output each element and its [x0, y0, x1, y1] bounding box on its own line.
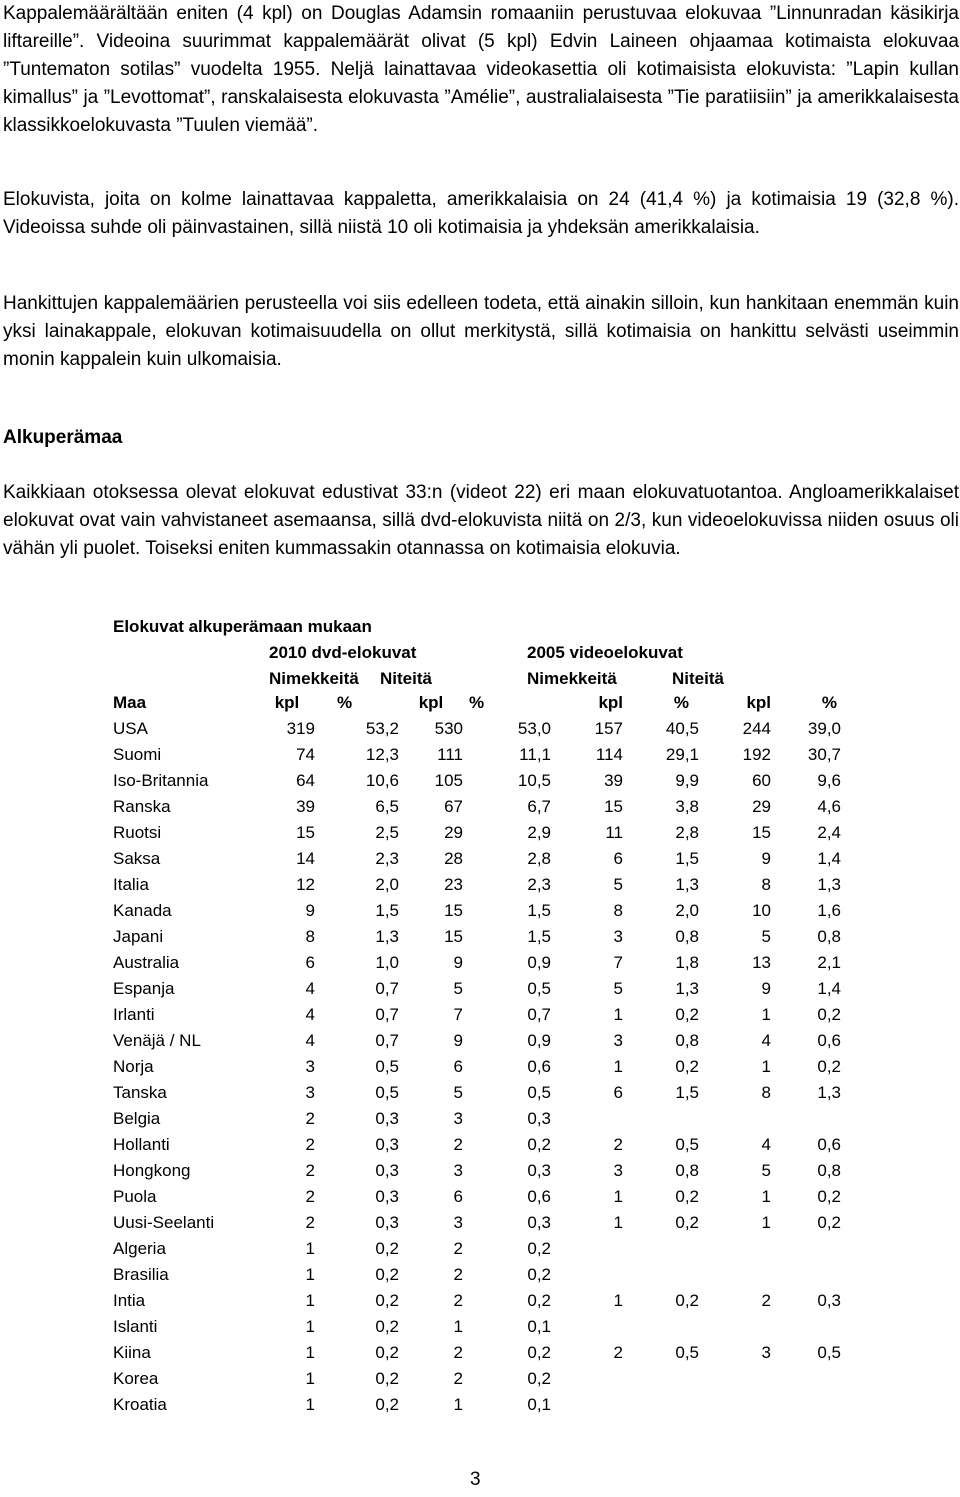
- value-cell: 0,5: [817, 1343, 841, 1362]
- value-cell: 1: [305, 1265, 315, 1284]
- value-cell: [551, 1106, 623, 1132]
- country-cell: Islanti: [113, 1317, 158, 1336]
- value-cell: 244: [742, 719, 771, 738]
- value-cell: 5: [761, 1161, 771, 1180]
- col-header: %: [469, 693, 485, 712]
- value-cell: 3: [761, 1343, 771, 1362]
- value-cell: 9,9: [675, 771, 699, 790]
- country-cell: Irlanti: [113, 1005, 155, 1024]
- value-cell: 9,6: [817, 771, 841, 790]
- value-cell: 0,3: [375, 1109, 399, 1128]
- value-cell: 0,7: [375, 1005, 399, 1024]
- country-cell: Kroatia: [113, 1395, 167, 1414]
- value-cell: [623, 1392, 699, 1418]
- table-row: [110, 768, 841, 794]
- col-header: %: [337, 693, 353, 712]
- table-header-row: [110, 690, 841, 716]
- value-cell: 0,8: [817, 927, 841, 946]
- value-cell: 12: [296, 875, 315, 894]
- subheader-copies-video: Niteitä: [672, 669, 724, 688]
- value-cell: 1: [761, 1213, 771, 1232]
- value-cell: [771, 1366, 841, 1392]
- value-cell: 9: [761, 849, 771, 868]
- value-cell: 9: [453, 1031, 463, 1050]
- value-cell: 530: [434, 719, 463, 738]
- value-cell: 0,8: [817, 1161, 841, 1180]
- value-cell: 4: [761, 1031, 771, 1050]
- value-cell: 2: [613, 1135, 623, 1154]
- table-row: [110, 1236, 841, 1262]
- value-cell: 1: [453, 1317, 463, 1336]
- table-row: [110, 742, 841, 768]
- country-cell: Intia: [113, 1291, 146, 1310]
- value-cell: 0,5: [675, 1135, 699, 1154]
- value-cell: 30,7: [807, 745, 841, 764]
- col-header: kpl: [418, 693, 444, 712]
- value-cell: 1: [761, 1187, 771, 1206]
- value-cell: 0,9: [527, 953, 551, 972]
- value-cell: 319: [286, 719, 315, 738]
- paragraph-1: Kappalemäärältään eniten (4 kpl) on Douglas Adamsin romaaniin perustuvaa elokuvaa ”Linnunradan käsikirja liftareille”. Videoina suurimmat kappalemäärät olivat (5 kpl) Edvin Laineen ohjaamaa kotimaista elokuvaa ”Tuntematon sotilas” vuodelta 1955. Neljä lainattavaa videokasettia oli kotimaisista elokuvista: ”Lapin kullan kimallus” ja ”Levottomat”, ranskalaisesta elokuvasta ”Amélie”, australialaisesta ”Tie paratiisiin” ja amerikkalaisesta klassikkoelokuvasta ”Tuulen viemää”.: [3, 3, 959, 136]
- value-cell: 5: [453, 1083, 463, 1102]
- value-cell: 28: [444, 849, 463, 868]
- value-cell: 2: [453, 1239, 463, 1258]
- value-cell: 6: [453, 1187, 463, 1206]
- value-cell: 3: [453, 1109, 463, 1128]
- value-cell: 8: [761, 1083, 771, 1102]
- value-cell: 0,2: [527, 1343, 551, 1362]
- value-cell: 0,8: [675, 927, 699, 946]
- value-cell: 1: [613, 1291, 623, 1310]
- value-cell: 3: [613, 1161, 623, 1180]
- value-cell: 1,5: [675, 1083, 699, 1102]
- table-row: [110, 1158, 841, 1184]
- value-cell: 4,6: [817, 797, 841, 816]
- value-cell: 2: [305, 1161, 315, 1180]
- value-cell: 4: [305, 1031, 315, 1050]
- value-cell: 0,2: [817, 1187, 841, 1206]
- value-cell: [699, 1262, 771, 1288]
- value-cell: 0,2: [675, 1213, 699, 1232]
- value-cell: 1: [613, 1057, 623, 1076]
- value-cell: 2: [453, 1343, 463, 1362]
- value-cell: 0,5: [675, 1343, 699, 1362]
- value-cell: 0,3: [817, 1291, 841, 1310]
- value-cell: 157: [594, 719, 623, 738]
- value-cell: 2,4: [817, 823, 841, 842]
- value-cell: 1: [305, 1291, 315, 1310]
- value-cell: [771, 1392, 841, 1418]
- value-cell: 2,1: [817, 953, 841, 972]
- country-cell: Italia: [113, 875, 149, 894]
- value-cell: [699, 1314, 771, 1340]
- table-row: [110, 1002, 841, 1028]
- value-cell: [623, 1236, 699, 1262]
- value-cell: 0,5: [375, 1057, 399, 1076]
- value-cell: 0,7: [527, 1005, 551, 1024]
- value-cell: 5: [613, 979, 623, 998]
- country-cell: Kiina: [113, 1343, 151, 1362]
- table-row: [110, 820, 841, 846]
- table-row: [110, 924, 841, 950]
- value-cell: 1,3: [817, 875, 841, 894]
- value-cell: 2,0: [375, 875, 399, 894]
- value-cell: 1: [613, 1005, 623, 1024]
- value-cell: 64: [296, 771, 315, 790]
- value-cell: 0,2: [675, 1187, 699, 1206]
- table-row: [110, 1054, 841, 1080]
- table-row: [110, 1288, 841, 1314]
- value-cell: 3: [613, 1031, 623, 1050]
- value-cell: 114: [595, 745, 623, 764]
- value-cell: 3: [613, 927, 623, 946]
- value-cell: 1: [613, 1213, 623, 1232]
- col-header: kpl: [274, 693, 300, 712]
- value-cell: 0,2: [375, 1317, 399, 1336]
- value-cell: 2: [305, 1135, 315, 1154]
- value-cell: 23: [444, 875, 463, 894]
- value-cell: [623, 1314, 699, 1340]
- group-header-dvd: 2010 dvd-elokuvat: [269, 643, 417, 662]
- subheader-copies-dvd: Niteitä: [380, 669, 432, 688]
- country-cell: Puola: [113, 1187, 157, 1206]
- table-row: [110, 1392, 841, 1418]
- value-cell: 9: [761, 979, 771, 998]
- value-cell: 6: [305, 953, 315, 972]
- value-cell: 74: [296, 745, 315, 764]
- value-cell: 0,2: [817, 1057, 841, 1076]
- paragraph-2: Elokuvista, joita on kolme lainattavaa kappaletta, amerikkalaisia on 24 (41,4 %) ja kotimaisia 19 (32,8 %). Videoissa suhde oli päinvastainen, sillä niistä 10 oli kotimaisia ja yhdeksän amerikkalaisia.: [3, 189, 959, 238]
- value-cell: 3: [453, 1213, 463, 1232]
- value-cell: 15: [444, 901, 463, 920]
- table-row: [110, 1314, 841, 1340]
- value-cell: 192: [742, 745, 771, 764]
- value-cell: 1,6: [817, 901, 841, 920]
- value-cell: 6: [613, 1083, 623, 1102]
- country-cell: Brasilia: [113, 1265, 169, 1284]
- value-cell: [551, 1262, 623, 1288]
- value-cell: 0,3: [527, 1161, 551, 1180]
- value-cell: 6: [613, 849, 623, 868]
- value-cell: 1: [453, 1395, 463, 1414]
- value-cell: [771, 1106, 841, 1132]
- value-cell: 2,3: [375, 849, 399, 868]
- value-cell: 0,6: [817, 1135, 841, 1154]
- value-cell: 1: [305, 1343, 315, 1362]
- country-cell: Belgia: [113, 1109, 161, 1128]
- country-cell: Ruotsi: [113, 823, 162, 842]
- value-cell: 60: [752, 771, 771, 790]
- value-cell: [551, 1314, 623, 1340]
- value-cell: 0,3: [375, 1161, 399, 1180]
- value-cell: 2: [305, 1213, 315, 1232]
- value-cell: 15: [604, 797, 623, 816]
- table-row: [110, 1028, 841, 1054]
- value-cell: 0,2: [675, 1057, 699, 1076]
- value-cell: 6: [453, 1057, 463, 1076]
- value-cell: 2,5: [375, 823, 399, 842]
- value-cell: 29: [444, 823, 463, 842]
- table-row: [110, 1262, 841, 1288]
- table-row: [110, 716, 841, 742]
- value-cell: 1: [305, 1239, 315, 1258]
- value-cell: 9: [305, 901, 315, 920]
- value-cell: 4: [761, 1135, 771, 1154]
- col-header: %: [821, 693, 837, 712]
- col-header: kpl: [746, 693, 771, 712]
- value-cell: 15: [444, 927, 463, 946]
- value-cell: 5: [453, 979, 463, 998]
- value-cell: [771, 1236, 841, 1262]
- table-body: [110, 716, 841, 1418]
- value-cell: 0,6: [527, 1057, 551, 1076]
- value-cell: 12,3: [365, 745, 399, 764]
- country-cell: Tanska: [113, 1083, 167, 1102]
- table-row: [110, 1106, 841, 1132]
- country-cell: Suomi: [113, 745, 162, 764]
- value-cell: 14: [296, 849, 315, 868]
- value-cell: 105: [434, 771, 463, 790]
- value-cell: 53,2: [365, 719, 399, 738]
- value-cell: 10: [752, 901, 771, 920]
- value-cell: 0,2: [375, 1265, 399, 1284]
- value-cell: 40,5: [665, 719, 699, 738]
- table-row: [110, 898, 841, 924]
- value-cell: 1,8: [675, 953, 699, 972]
- value-cell: 13: [752, 953, 771, 972]
- value-cell: 67: [444, 797, 463, 816]
- value-cell: [623, 1262, 699, 1288]
- value-cell: 0,3: [527, 1109, 551, 1128]
- value-cell: 11: [605, 823, 623, 842]
- value-cell: 29,1: [665, 745, 699, 764]
- table-row: [110, 950, 841, 976]
- value-cell: 39: [296, 797, 315, 816]
- value-cell: [771, 1314, 841, 1340]
- value-cell: 4: [305, 1005, 315, 1024]
- value-cell: 1: [613, 1187, 623, 1206]
- paragraph-3: Hankittujen kappalemäärien perusteella voi siis edelleen todeta, että ainakin silloin, kun hankitaan enemmän kuin yksi lainakappale, elokuvan kotimaisuudella on ollut merkitystä, sillä kotimaisia on hankittu selvästi useimmin monin kappalein kuin ulkomaisia.: [3, 293, 959, 370]
- paragraph-4: Kaikkiaan otoksessa olevat elokuvat edustivat 33:n (videot 22) eri maan elokuvatuotantoa. Angloamerikkalaiset elokuvat ovat vain vahvistaneet asemaansa, sillä dvd-elokuvista niitä on 2/3, kun videoelokuvissa niiden osuus oli vähän yli puolet. Toiseksi eniten kummassakin otannassa on kotimaisia elokuvia.: [3, 482, 959, 559]
- value-cell: 0,2: [527, 1265, 551, 1284]
- value-cell: 0,2: [527, 1135, 551, 1154]
- table-row: [110, 1340, 841, 1366]
- value-cell: 39: [604, 771, 623, 790]
- value-cell: 0,2: [375, 1343, 399, 1362]
- value-cell: 15: [296, 823, 315, 842]
- country-cell: Iso-Britannia: [113, 771, 209, 790]
- value-cell: 1,5: [527, 927, 551, 946]
- value-cell: 1,5: [375, 901, 399, 920]
- country-cell: Kanada: [113, 901, 172, 920]
- value-cell: 0,2: [675, 1291, 699, 1310]
- value-cell: 2,3: [527, 875, 551, 894]
- value-cell: 1,5: [527, 901, 551, 920]
- country-cell: Hollanti: [113, 1135, 170, 1154]
- value-cell: 111: [437, 745, 463, 764]
- value-cell: 2: [453, 1291, 463, 1310]
- value-cell: 0,8: [675, 1161, 699, 1180]
- table-row: [110, 1132, 841, 1158]
- value-cell: [699, 1106, 771, 1132]
- value-cell: 2,8: [527, 849, 551, 868]
- col-header: %: [673, 693, 689, 712]
- country-cell: USA: [113, 719, 148, 738]
- value-cell: 11,1: [519, 745, 551, 764]
- country-cell: Espanja: [113, 979, 175, 998]
- value-cell: [699, 1236, 771, 1262]
- col-header: Maa: [113, 693, 147, 712]
- value-cell: 0,2: [375, 1369, 399, 1388]
- table-row: [110, 846, 841, 872]
- value-cell: 0,7: [375, 979, 399, 998]
- value-cell: [551, 1366, 623, 1392]
- country-cell: Hongkong: [113, 1161, 191, 1180]
- value-cell: 2,8: [675, 823, 699, 842]
- value-cell: 1,3: [817, 1083, 841, 1102]
- country-cell: Algeria: [113, 1239, 166, 1258]
- value-cell: 1,4: [817, 849, 841, 868]
- value-cell: 0,2: [527, 1369, 551, 1388]
- value-cell: [699, 1392, 771, 1418]
- value-cell: 1,3: [375, 927, 399, 946]
- value-cell: 0,1: [527, 1317, 551, 1336]
- value-cell: 2: [613, 1343, 623, 1362]
- value-cell: 1: [761, 1005, 771, 1024]
- value-cell: 2: [453, 1135, 463, 1154]
- value-cell: 5: [761, 927, 771, 946]
- value-cell: 0,3: [527, 1213, 551, 1232]
- country-cell: Venäjä / NL: [113, 1031, 201, 1050]
- value-cell: 0,2: [375, 1395, 399, 1414]
- country-cell: Norja: [113, 1057, 154, 1076]
- country-cell: Saksa: [113, 849, 161, 868]
- table-row: [110, 872, 841, 898]
- subheader-titles-video: Nimekkeitä: [527, 669, 617, 688]
- table-row: [110, 1080, 841, 1106]
- value-cell: 1,4: [817, 979, 841, 998]
- value-cell: 6,5: [375, 797, 399, 816]
- value-cell: 5: [613, 875, 623, 894]
- value-cell: 0,6: [817, 1031, 841, 1050]
- table-row: [110, 794, 841, 820]
- value-cell: 2: [761, 1291, 771, 1310]
- value-cell: 0,1: [527, 1395, 551, 1414]
- page-number: 3: [470, 1469, 481, 1490]
- value-cell: 1: [305, 1395, 315, 1414]
- value-cell: 0,2: [375, 1291, 399, 1310]
- value-cell: 0,2: [817, 1005, 841, 1024]
- value-cell: 1,0: [375, 953, 399, 972]
- country-cell: Korea: [113, 1369, 159, 1388]
- value-cell: 1: [305, 1369, 315, 1388]
- value-cell: 53,0: [517, 719, 551, 738]
- value-cell: 2: [453, 1369, 463, 1388]
- value-cell: 0,6: [527, 1187, 551, 1206]
- value-cell: 6,7: [527, 797, 551, 816]
- value-cell: 15: [752, 823, 771, 842]
- value-cell: 8: [613, 901, 623, 920]
- table-row: [110, 1184, 841, 1210]
- value-cell: 7: [453, 1005, 463, 1024]
- value-cell: [551, 1236, 623, 1262]
- value-cell: 1,3: [675, 979, 699, 998]
- value-cell: 0,5: [527, 979, 551, 998]
- value-cell: 4: [305, 979, 315, 998]
- value-cell: 10,6: [365, 771, 399, 790]
- table-row: [110, 1210, 841, 1236]
- subheader-titles-dvd: Nimekkeitä: [269, 669, 359, 688]
- origin-table: [110, 690, 841, 1418]
- value-cell: 29: [752, 797, 771, 816]
- table-row: [110, 976, 841, 1002]
- value-cell: 0,2: [675, 1005, 699, 1024]
- value-cell: [623, 1106, 699, 1132]
- table-caption: Elokuvat alkuperämaan mukaan: [113, 617, 372, 636]
- value-cell: 0,2: [375, 1239, 399, 1258]
- value-cell: [699, 1366, 771, 1392]
- value-cell: 0,5: [527, 1083, 551, 1102]
- value-cell: 1: [305, 1317, 315, 1336]
- group-header-video: 2005 videoelokuvat: [527, 643, 683, 662]
- value-cell: 0,9: [527, 1031, 551, 1050]
- value-cell: 0,3: [375, 1135, 399, 1154]
- value-cell: 3: [305, 1083, 315, 1102]
- col-header: kpl: [598, 693, 623, 712]
- value-cell: 7: [613, 953, 623, 972]
- value-cell: 0,5: [375, 1083, 399, 1102]
- value-cell: 0,3: [375, 1187, 399, 1206]
- value-cell: 0,3: [375, 1213, 399, 1232]
- country-cell: Ranska: [113, 797, 171, 816]
- value-cell: 1,3: [675, 875, 699, 894]
- value-cell: 2,9: [527, 823, 551, 842]
- country-cell: Uusi-Seelanti: [113, 1213, 215, 1232]
- value-cell: 0,7: [375, 1031, 399, 1050]
- value-cell: 8: [761, 875, 771, 894]
- value-cell: 0,8: [675, 1031, 699, 1050]
- value-cell: 2: [305, 1109, 315, 1128]
- value-cell: 0,2: [527, 1291, 551, 1310]
- table-row: [110, 1366, 841, 1392]
- value-cell: 39,0: [807, 719, 841, 738]
- value-cell: 2: [305, 1187, 315, 1206]
- value-cell: [771, 1262, 841, 1288]
- country-cell: Australia: [113, 953, 180, 972]
- value-cell: 3,8: [675, 797, 699, 816]
- section-heading: Alkuperämaa: [3, 427, 123, 448]
- value-cell: 0,2: [527, 1239, 551, 1258]
- value-cell: 1: [761, 1057, 771, 1076]
- value-cell: 9: [453, 953, 463, 972]
- value-cell: 2,0: [675, 901, 699, 920]
- value-cell: [623, 1366, 699, 1392]
- value-cell: [551, 1392, 623, 1418]
- value-cell: 0,2: [817, 1213, 841, 1232]
- value-cell: 1,5: [675, 849, 699, 868]
- value-cell: 3: [305, 1057, 315, 1076]
- value-cell: 8: [305, 927, 315, 946]
- value-cell: 2: [453, 1265, 463, 1284]
- value-cell: 10,5: [517, 771, 551, 790]
- country-cell: Japani: [113, 927, 164, 946]
- value-cell: 3: [453, 1161, 463, 1180]
